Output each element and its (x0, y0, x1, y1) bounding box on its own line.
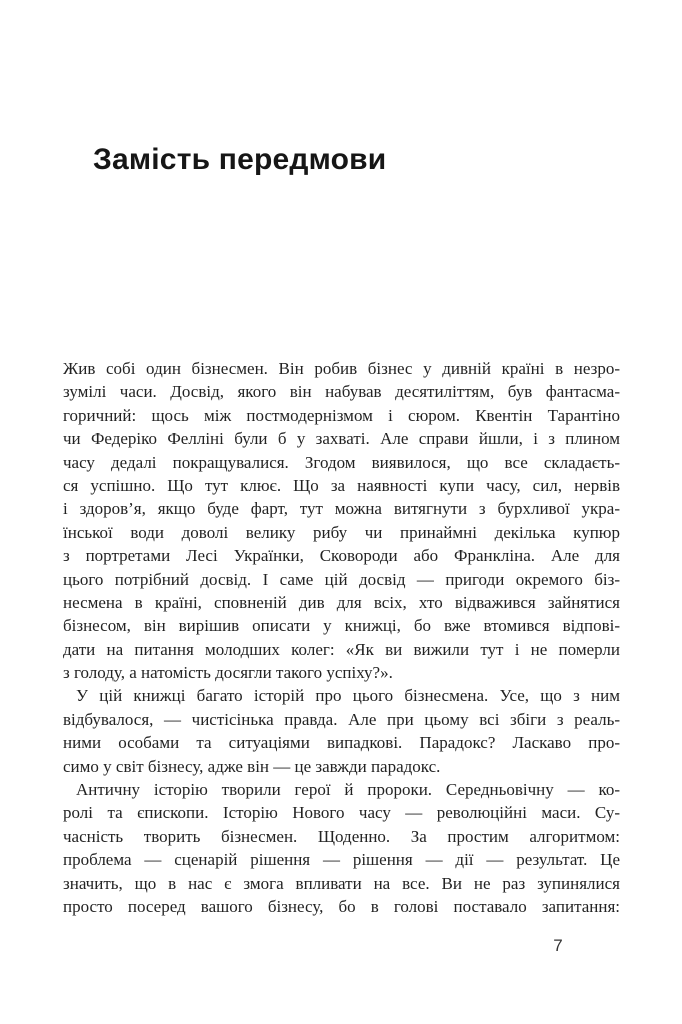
text-line: значить, що в нас є змога впливати на все. Ви не раз зупинялися (63, 873, 620, 893)
text-line: ними особами та ситуаціями випадкові. Парадокс? Ласкаво про- (63, 733, 620, 753)
text-line: зумілі часи. Досвід, якого він набував десятиліттям, був фантасма- (63, 382, 620, 402)
text-line: часність творить бізнесмен. Щоденно. За простим алгоритмом: (63, 826, 620, 846)
text-line: їнської води доволі велику рибу чи принаймні декілька купюр (63, 522, 620, 542)
text-line: з голоду, а натомість досягли такого успіху?». (63, 663, 393, 683)
text-line: проблема — сценарій рішення — рішення — дії — результат. Це (63, 850, 620, 870)
text-line: ся успішно. Що тут клює. Що за наявності купи часу, сил, нервів (63, 475, 620, 495)
chapter-heading: Замість передмови (93, 143, 387, 176)
text-line: просто посеред вашого бізнесу, бо в голові поставало запитання: (63, 896, 620, 916)
text-line: Жив собі один бізнесмен. Він робив бізнес у дивній країні в незро- (63, 359, 620, 378)
text-line: ролі та єпископи. Історію Нового часу — революційні маси. Су- (63, 803, 620, 823)
body-text (63, 357, 620, 918)
text-line: У цій книжці багато історій про цього бізнесмена. Усе, що з ним (76, 686, 620, 706)
text-line: бізнесом, він вирішив описати у книжці, бо вже втомився відпові- (63, 616, 620, 636)
text-line: з портретами Лесі Українки, Сковороди або Франкліна. Але для (63, 546, 620, 566)
text-line: чи Федеріко Фелліні були б у захваті. Але справи йшли, і з плином (63, 429, 620, 449)
text-line: горичний: щось між постмодернізмом і сюром. Квентін Тарантіно (63, 405, 620, 425)
text-line: відбувалося, — чистісінька правда. Але при цьому всі збіги з реаль- (63, 709, 620, 729)
text-line: дати на питання молодших колег: «Як ви вижили тут і не померли (63, 639, 620, 659)
page-number: 7 (553, 936, 563, 955)
text-line: часу дедалі покращувалися. Згодом виявилося, що все складаєть- (63, 452, 620, 472)
text-line: симо у світ бізнесу, адже він — це завжди парадокс. (63, 756, 441, 776)
text-line: і здоров’я, якщо буде фарт, тут можна витягнути з бурхливої укра- (63, 499, 620, 519)
text-line: несмена в країні, сповненій див для всіх, хто відважився зайнятися (63, 592, 620, 612)
text-line: Античну історію творили герої й пророки. Середньовічну — ко- (76, 780, 620, 800)
text-line: цього потрібний досвід. І саме цій досвід — пригоди окремого біз- (63, 569, 620, 589)
